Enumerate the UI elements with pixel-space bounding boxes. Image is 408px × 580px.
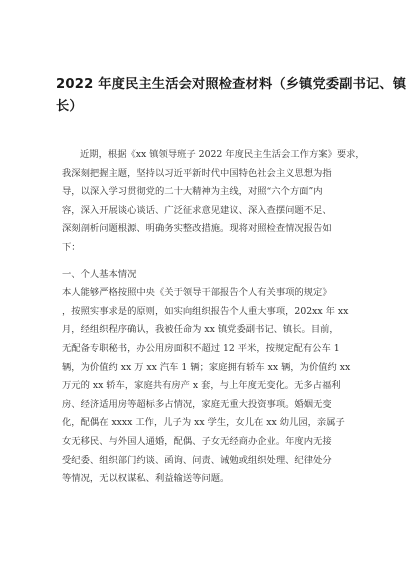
document-title (56, 74, 407, 118)
document-body (62, 146, 365, 489)
section-line: 万元的 xx 轿车，家庭共有房产 x 套，与上年度无变化。无多占福利 (62, 380, 341, 392)
section-line: 无配备专职秘书，办公用房面积不超过 12 平米，按规定配有公车 1 (62, 342, 340, 354)
section-line: 受纪委、组织部门约谈、函询、问责、诫勉或组织处理、纪律处分 (62, 454, 332, 466)
intro-line: 深刻剖析问题根源、明确务实整改措施。现将对照检查情况报告如 (62, 223, 332, 235)
section-heading: 一、个人基本情况 (62, 268, 137, 280)
section-line: 女无移民、与外国人通婚，配偶、子女无经商办企业。年度内无接 (62, 435, 332, 447)
section-line: 辆，为价值约 xx 万 xx 汽车 1 辆；家庭拥有轿车 xx 辆，为价值约 xx (62, 361, 351, 373)
intro-line: 我深刻把握主题，坚持以习近平新时代中国特色社会主义思想为指 (62, 167, 332, 179)
section-line: 本人能够严格按照中央《关于领导干部报告个人有关事项的规定》 (62, 287, 332, 299)
intro-line: 下： (62, 241, 81, 253)
intro-line: 容，深入开展谈心谈话、广泛征求意见建议、深入查摆问题不足、 (62, 204, 332, 216)
section-line: 月，经组织程序确认，我被任命为 xx 镇党委副书记、镇长。目前， (62, 324, 339, 336)
title-line: 2022 年度民主生活会对照检查材料（乡镇党委副书记、镇 (56, 77, 407, 92)
section-line: ，按照实事求是的原则，如实向组织报告个人重大事项，202xx 年 xx (62, 305, 349, 317)
intro-line: 近期，根据《xx 镇领导班子 2022 年度民主生活会工作方案》要求， (80, 149, 365, 160)
title-line: 长） (56, 99, 83, 114)
section-line: 房、经济适用房等超标多占情况，家庭无重大投资事项。婚姻无变 (62, 398, 332, 410)
intro-line: 导，以深入学习贯彻党的二十大精神为主线，对照“六个方面”内 (62, 186, 323, 198)
section-line: 化，配偶在 xxxx 工作，儿子为 xx 学生，女儿在 xx 幼儿园，亲属子 (62, 417, 345, 429)
section-line: 等情况，无以权谋私、利益输送等问题。 (62, 473, 230, 485)
